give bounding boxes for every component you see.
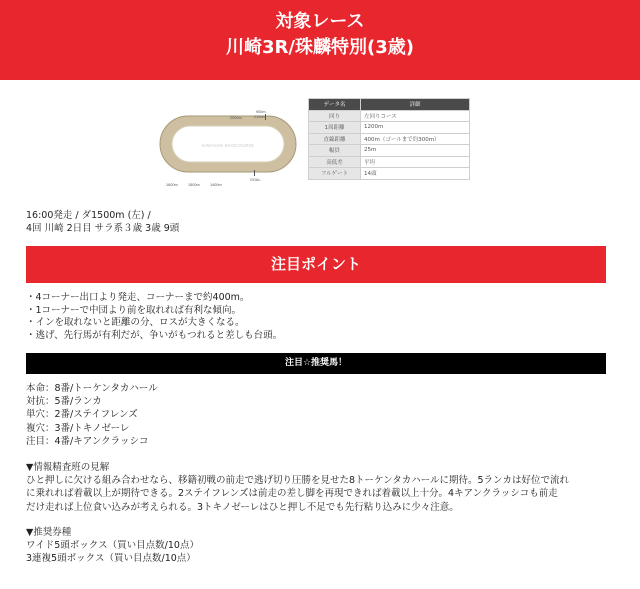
- table-row: [309, 168, 470, 180]
- race-meta: [26, 209, 179, 235]
- table-header-detail: 詳細: [361, 99, 470, 111]
- mark-1400m: 1400m: [210, 183, 222, 187]
- table-key: 高低差: [309, 156, 361, 168]
- picks-list: [26, 382, 158, 448]
- bets-list: [26, 539, 199, 565]
- list-item: 単穴：2番/ステイフレンズ: [26, 409, 138, 421]
- list-item: 複穴：3番/トキノゼーレ: [26, 422, 130, 434]
- mark-1600m: 1600m: [166, 183, 178, 187]
- mark-1500m: 1500m: [188, 183, 200, 187]
- table-value: 400m（ゴールまで約300m）: [361, 133, 470, 145]
- mark-900m: 900m: [256, 110, 266, 114]
- table-row: [309, 156, 470, 168]
- course-info-table: [308, 98, 470, 180]
- analysis-line: に乗れれば着載以上が期待できる。2ステイフレンズは前走の差し脚を再現できれば着載以上十分。4キアンクラッシコも前走: [26, 488, 558, 500]
- table-value: 1200m: [361, 122, 470, 134]
- analysis-line: だけ走れば上位食い込みが考えられる。3トキノゼーレはひと押し不足でも先行粘り込みに少々注意。: [26, 501, 459, 513]
- table-row: [309, 110, 470, 122]
- course-map: [150, 104, 310, 190]
- race-header: [0, 0, 640, 80]
- race-meta-line: 16:00発走 / ダ1500m (左) /: [26, 210, 151, 221]
- list-item: 注目：4番/キアンクラッシコ: [26, 435, 149, 447]
- bets-heading: ▼推奨券種: [26, 527, 72, 538]
- list-item: ・1コーナーで中団より前を取れれば有利な傾向。: [26, 304, 242, 316]
- header-title: 対象レース: [275, 11, 365, 32]
- list-item: 対抗：5番/ランカ: [26, 396, 102, 408]
- table-value: 14頭: [361, 168, 470, 180]
- race-meta-line: 4回 川崎 2日目 サラ系３歳 3歳 9頭: [26, 223, 180, 234]
- table-row: [309, 145, 470, 157]
- table-key: フルゲート: [309, 168, 361, 180]
- table-value: 左回りコース: [361, 110, 470, 122]
- recommended-horses-banner: 注目☆推奨馬！: [26, 353, 606, 374]
- table-value: 25m: [361, 145, 470, 157]
- analysis-heading: ▼情報精査班の見解: [26, 462, 110, 473]
- course-map-graphic: [150, 104, 310, 190]
- table-value: 平坦: [361, 156, 470, 168]
- attention-points-list: [26, 292, 282, 342]
- list-item: 本命：8番/トーケンタカハール: [26, 383, 158, 394]
- list-item: 3連複5頭ボックス（買い目点数/10点）: [26, 553, 196, 564]
- attention-points-banner: 注目ポイント: [26, 246, 606, 283]
- list-item: ・4コーナー出口より発走、コーナーまで約400m。: [26, 292, 250, 303]
- table-header-name: データ名: [309, 99, 361, 111]
- table-key: 1周距離: [309, 122, 361, 134]
- list-item: ワイド5頭ボックス（買い目点数/10点）: [26, 540, 199, 551]
- analysis-text: [26, 474, 608, 514]
- mark-2100m: 2100m: [254, 115, 266, 119]
- analysis-line: ひと押しに欠ける組み合わせなら、移籍初戦の前走で逃げ切り圧勝を見せた8トーケンタカハールに期待。5ランカは好位で流れ: [26, 475, 570, 486]
- table-key: 回り: [309, 110, 361, 122]
- mark-goal: GOAL: [250, 178, 261, 182]
- course-label: KAWASAKI RACECOURSE: [201, 143, 255, 148]
- table-key: 直線距離: [309, 133, 361, 145]
- table-row: [309, 133, 470, 145]
- race-name: 川崎3R/珠麟特別(3歳): [226, 37, 414, 58]
- list-item: ・逃げ、先行馬が有利だが、争いがもつれると差しも台頭。: [26, 329, 283, 341]
- table-row: [309, 122, 470, 134]
- list-item: ・インを取れないと距離の分、ロスが大きくなる。: [26, 317, 245, 328]
- table-key: 幅員: [309, 145, 361, 157]
- mark-2000m: 2000m: [230, 116, 242, 120]
